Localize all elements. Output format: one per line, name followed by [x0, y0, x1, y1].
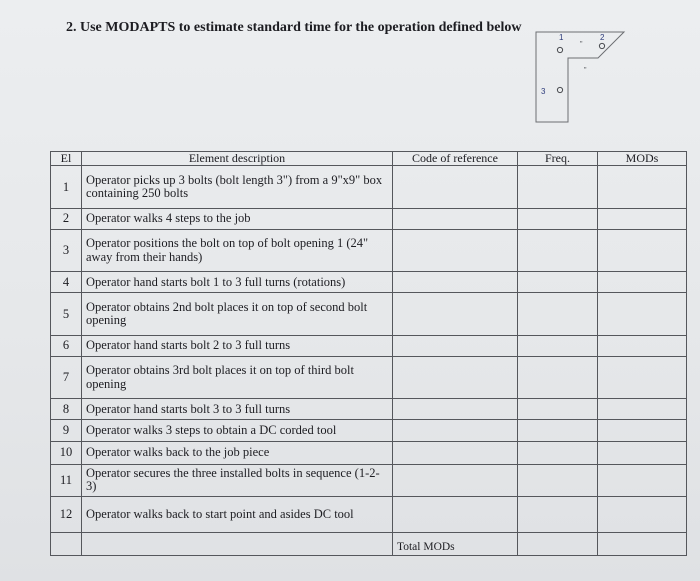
code-of-reference-cell[interactable]	[393, 166, 518, 208]
table-row	[51, 293, 687, 335]
mods-cell[interactable]	[598, 399, 687, 420]
code-of-reference-cell[interactable]	[393, 272, 518, 293]
code-of-reference-cell[interactable]	[393, 496, 518, 532]
mods-cell[interactable]	[598, 272, 687, 293]
element-number: 6	[51, 335, 82, 356]
element-description: Operator walks back to start point and asides DC tool	[82, 496, 393, 532]
table-row	[51, 229, 687, 271]
point-label-3: 3	[541, 87, 546, 96]
element-description: Operator hand starts bolt 2 to 3 full turns	[82, 335, 393, 356]
mods-cell[interactable]	[598, 441, 687, 464]
segment-label-b: "	[584, 67, 587, 74]
element-description: Operator walks 3 steps to obtain a DC corded tool	[82, 420, 393, 441]
element-description: Operator walks 4 steps to the job	[82, 208, 393, 229]
code-of-reference-cell[interactable]	[393, 399, 518, 420]
code-of-reference-cell[interactable]	[393, 420, 518, 441]
element-number: 11	[51, 464, 82, 496]
mods-cell[interactable]	[598, 464, 687, 496]
mods-cell[interactable]	[598, 335, 687, 356]
element-description: Operator picks up 3 bolts (bolt length 3") from a 9"x9" box containing 250 bolts	[82, 166, 393, 208]
point-label-1: 1	[559, 33, 564, 42]
freq-cell[interactable]	[518, 496, 598, 532]
bolt-hole-3	[557, 87, 562, 92]
modapts-table	[50, 151, 687, 556]
total-el-cell	[51, 532, 82, 555]
mods-cell[interactable]	[598, 356, 687, 398]
element-description: Operator obtains 2nd bolt places it on top of second bolt opening	[82, 293, 393, 335]
element-description: Operator positions the bolt on top of bolt opening 1 (24" away from their hands)	[82, 229, 393, 271]
freq-cell[interactable]	[518, 399, 598, 420]
freq-cell[interactable]	[518, 272, 598, 293]
element-number: 10	[51, 441, 82, 464]
element-description: Operator walks back to the job piece	[82, 441, 393, 464]
header-description: Element description	[82, 152, 393, 166]
header-el: El	[51, 152, 82, 166]
freq-cell[interactable]	[518, 441, 598, 464]
element-description: Operator hand starts bolt 1 to 3 full turns (rotations)	[82, 272, 393, 293]
element-description: Operator secures the three installed bolts in sequence (1-2-3)	[82, 464, 393, 496]
table-row	[51, 208, 687, 229]
table-row	[51, 420, 687, 441]
element-number: 7	[51, 356, 82, 398]
element-number: 1	[51, 166, 82, 208]
freq-cell[interactable]	[518, 208, 598, 229]
mods-cell[interactable]	[598, 496, 687, 532]
table-row	[51, 399, 687, 420]
element-number: 12	[51, 496, 82, 532]
code-of-reference-cell[interactable]	[393, 208, 518, 229]
total-row	[51, 532, 687, 555]
question-title: 2. Use MODAPTS to estimate standard time for the operation defined below	[66, 20, 522, 35]
code-of-reference-cell[interactable]	[393, 356, 518, 398]
total-mods-label: Total MODs	[393, 532, 518, 555]
mods-cell[interactable]	[598, 208, 687, 229]
table-row	[51, 335, 687, 356]
header-mods: MODs	[598, 152, 687, 166]
element-number: 2	[51, 208, 82, 229]
element-description: Operator obtains 3rd bolt places it on top of third bolt opening	[82, 356, 393, 398]
header-code-of-reference: Code of reference	[393, 152, 518, 166]
element-description: Operator hand starts bolt 3 to 3 full turns	[82, 399, 393, 420]
freq-cell[interactable]	[518, 293, 598, 335]
header-freq: Freq.	[518, 152, 598, 166]
freq-cell[interactable]	[518, 464, 598, 496]
freq-cell[interactable]	[518, 356, 598, 398]
code-of-reference-cell[interactable]	[393, 335, 518, 356]
table-row	[51, 272, 687, 293]
table-row	[51, 441, 687, 464]
total-description-cell	[82, 532, 393, 555]
mods-cell[interactable]	[598, 293, 687, 335]
table-row	[51, 356, 687, 398]
freq-cell[interactable]	[518, 229, 598, 271]
freq-cell[interactable]	[518, 420, 598, 441]
total-mods-cell[interactable]	[598, 532, 687, 555]
mods-cell[interactable]	[598, 420, 687, 441]
table-row	[51, 166, 687, 208]
bolt-hole-1	[557, 47, 562, 52]
element-number: 3	[51, 229, 82, 271]
table-header-row	[51, 152, 687, 166]
mods-cell[interactable]	[598, 229, 687, 271]
bolt-hole-2	[599, 43, 604, 48]
element-number: 9	[51, 420, 82, 441]
code-of-reference-cell[interactable]	[393, 293, 518, 335]
table-row	[51, 464, 687, 496]
code-of-reference-cell[interactable]	[393, 229, 518, 271]
table-row	[51, 496, 687, 532]
bolt-layout-diagram	[528, 28, 628, 128]
mods-cell[interactable]	[598, 166, 687, 208]
element-number: 5	[51, 293, 82, 335]
total-freq-cell	[518, 532, 598, 555]
segment-label-a: "	[580, 41, 583, 48]
code-of-reference-cell[interactable]	[393, 441, 518, 464]
freq-cell[interactable]	[518, 335, 598, 356]
element-number: 4	[51, 272, 82, 293]
point-label-2: 2	[600, 33, 605, 42]
freq-cell[interactable]	[518, 166, 598, 208]
element-number: 8	[51, 399, 82, 420]
code-of-reference-cell[interactable]	[393, 464, 518, 496]
